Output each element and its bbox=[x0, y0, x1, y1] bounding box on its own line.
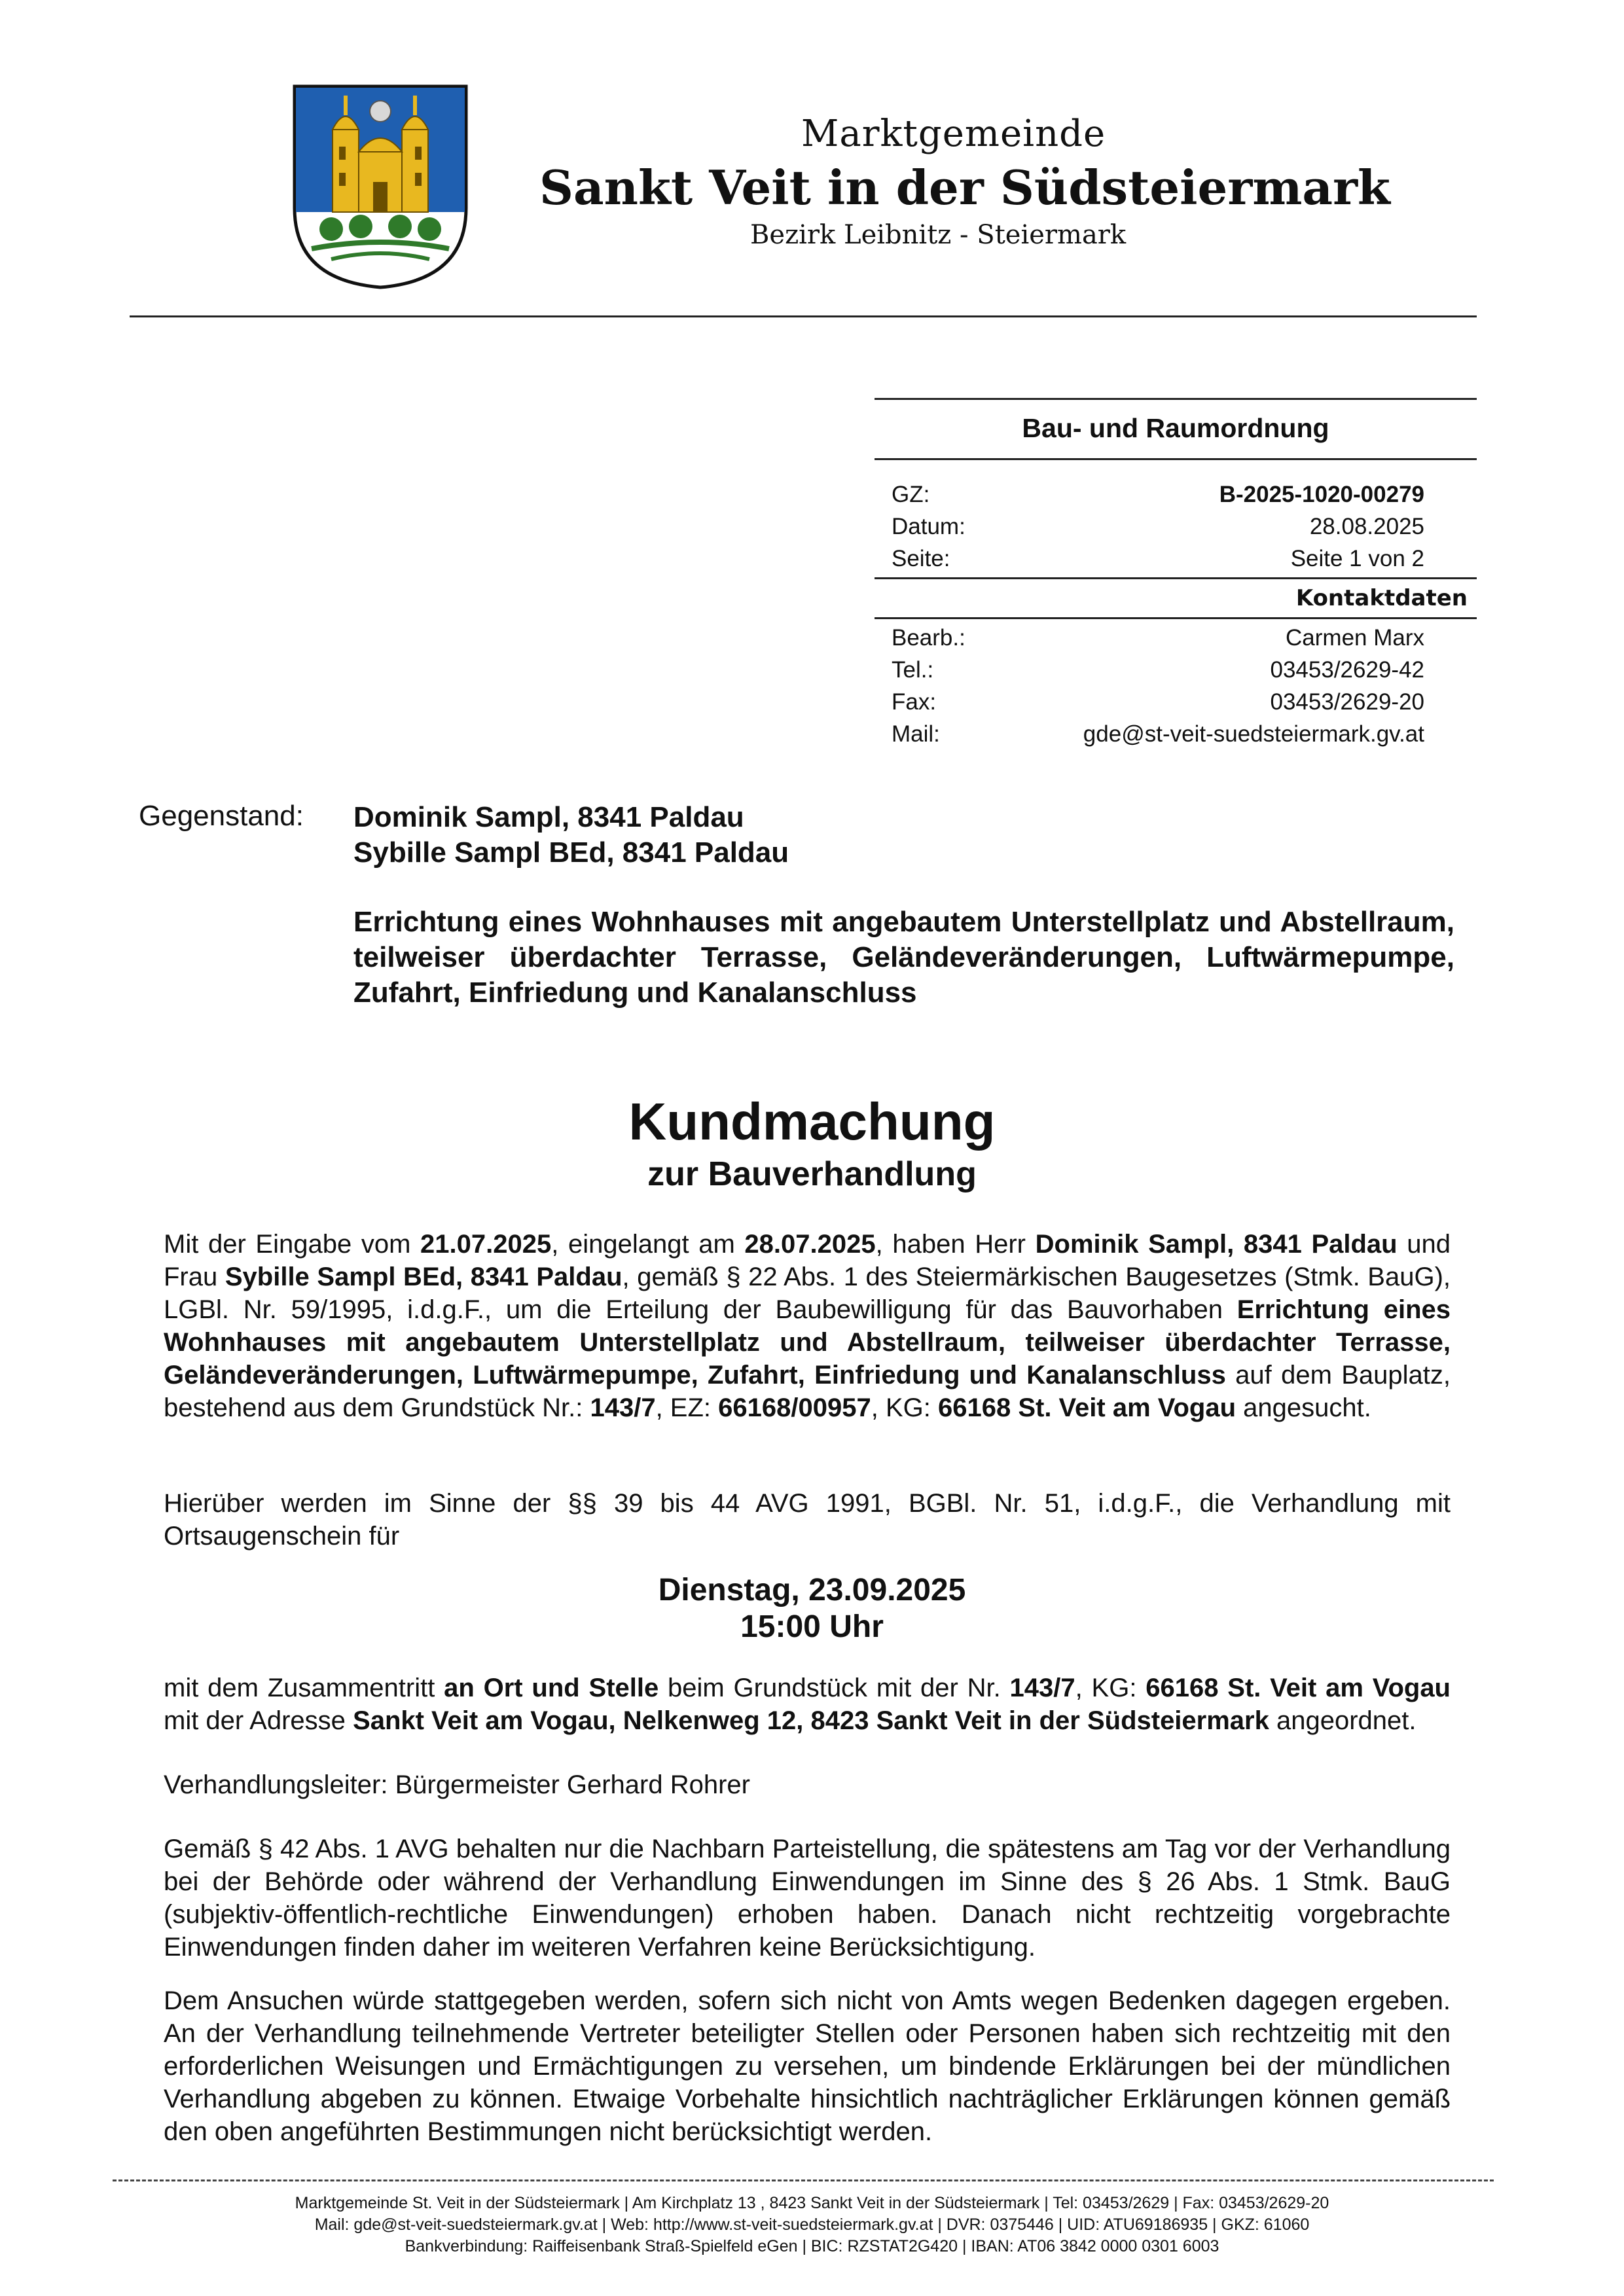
contact-title: Kontaktdaten bbox=[1295, 585, 1468, 611]
document-title: Kundmachung bbox=[628, 1092, 996, 1151]
text: angeordnet. bbox=[1269, 1706, 1416, 1735]
bold-text: 143/7 bbox=[590, 1393, 656, 1422]
bold-text: 21.07.2025 bbox=[420, 1230, 552, 1259]
text: Mit der Eingabe vom bbox=[164, 1230, 421, 1259]
bold-text: 66168/00957 bbox=[718, 1393, 871, 1422]
subject-party-2: Sybille Sampl BEd, 8341 Paldau bbox=[353, 836, 789, 869]
bold-text: 28.07.2025 bbox=[744, 1230, 876, 1259]
bold-text: Errichtung eines Wohnhauses mit angebautem Unterstellplatz und Abstellraum, teilweiser überdachter Terrasse, Geländeveränderungen, Luftwärmepumpe, Zufahrt, Einfriedung und Kanalanschluss bbox=[164, 1295, 1451, 1390]
info-value: B-2025-1020-00279 bbox=[1219, 482, 1424, 507]
info-label: Seite: bbox=[892, 546, 950, 571]
info-box bbox=[875, 398, 1477, 750]
info-label: Tel.: bbox=[892, 657, 934, 683]
info-row-date bbox=[875, 511, 1477, 543]
info-rule-dept bbox=[875, 458, 1477, 460]
info-row-page bbox=[875, 543, 1477, 575]
info-value: 03453/2629-20 bbox=[1270, 689, 1424, 715]
info-label: Datum: bbox=[892, 514, 965, 539]
bold-text: Dominik Sampl, 8341 Paldau bbox=[1035, 1230, 1398, 1259]
paragraph-hearing-intro: Hierüber werden im Sinne der §§ 39 bis 44 AVG 1991, BGBl. Nr. 51, i.d.g.F., die Verhandlung mit Ortsaugenschein für bbox=[164, 1489, 1451, 1551]
info-row-fax bbox=[875, 686, 1477, 718]
text: mit der Adresse bbox=[164, 1706, 353, 1735]
text: , eingelangt am bbox=[551, 1230, 745, 1259]
info-label: Mail: bbox=[892, 721, 940, 747]
text: beim Grundstück mit der Nr. bbox=[659, 1674, 1010, 1702]
info-value: Seite 1 von 2 bbox=[1290, 546, 1424, 571]
text: mit dem Zusammentritt bbox=[164, 1674, 444, 1702]
department: Bau- und Raumordnung bbox=[1022, 413, 1329, 443]
text: und Frau bbox=[164, 1230, 1451, 1291]
info-row-tel bbox=[875, 654, 1477, 686]
info-rule-contact bbox=[875, 617, 1477, 619]
subject-party-1: Dominik Sampl, 8341 Paldau bbox=[353, 801, 744, 833]
text: , EZ: bbox=[655, 1393, 719, 1422]
bold-text: 66168 St. Veit am Vogau bbox=[937, 1393, 1236, 1422]
bold-text: 143/7 bbox=[1009, 1674, 1075, 1702]
text: , KG: bbox=[1075, 1674, 1146, 1702]
coat-of-arms-icon bbox=[292, 84, 469, 290]
paragraph-hearing-leader: Verhandlungsleiter: Bürgermeister Gerhard Rohrer bbox=[164, 1770, 750, 1799]
paragraph-representatives: Dem Ansuchen würde stattgegeben werden, sofern sich nicht von Amts wegen Bedenken dagegen ergeben. An der Verhandlung teilnehmende Vertreter beteiligter Stellen oder Personen haben sich rechtzeitig mit den erforderlichen Weisungen und Ermächtigungen zu versehen, um bindende Erklärungen bei der mündlichen Verhandlung abgeben zu können. Etwaige Vorbehalte hinsichtlich nachträglicher Erklärungen können gemäß den oben angeführten Bestimmungen nicht berücksichtigt werden. bbox=[164, 1986, 1451, 2146]
org-name: Sankt Veit in der Südsteiermark bbox=[539, 160, 1390, 215]
subject-parties bbox=[353, 800, 789, 870]
text: angesucht. bbox=[1236, 1393, 1371, 1422]
paragraph-application bbox=[164, 1228, 1451, 1424]
paragraph-location bbox=[164, 1672, 1451, 1737]
subject-project: Errichtung eines Wohnhauses mit angebautem Unterstellplatz und Abstellraum, teilweiser überdachter Terrasse, Geländeveränderungen, Luftwärmepumpe, Zufahrt, Einfriedung und Kanalanschluss bbox=[353, 906, 1454, 1009]
info-value: 03453/2629-42 bbox=[1270, 657, 1424, 683]
paragraph-objections: Gemäß § 42 Abs. 1 AVG behalten nur die Nachbarn Parteistellung, die spätestens am Tag vor der Verhandlung bei der Behörde oder während der Verhandlung Einwendungen im Sinne des § 26 Abs. 1 Stmk. BauG (subjektiv-öffentlich-rechtliche Einwendungen) erhoben haben. Danach nicht rechtzeitig vorgebrachte Einwendungen finden daher im weiteren Verfahren keine Berücksichtigung. bbox=[164, 1835, 1451, 1962]
info-value: gde@st-veit-suedsteiermark.gv.at bbox=[1083, 721, 1424, 747]
org-district: Bezirk Leibnitz - Steiermark bbox=[750, 220, 1127, 250]
bold-text: Sybille Sampl BEd, 8341 Paldau bbox=[225, 1263, 623, 1291]
appointment-time: 15:00 Uhr bbox=[740, 1609, 884, 1644]
info-value: Carmen Marx bbox=[1286, 625, 1424, 651]
bold-text: an Ort und Stelle bbox=[444, 1674, 659, 1702]
subject-label: Gegenstand: bbox=[139, 800, 304, 832]
bold-text: 66168 St. Veit am Vogau bbox=[1146, 1674, 1451, 1702]
info-label: Fax: bbox=[892, 689, 937, 715]
text: , gemäß § 22 Abs. 1 des Steiermärkischen Baugesetzes (Stmk. BauG), LGBl. Nr. 59/1995, i.d.g.F., um die Erteilung der Baubewilligung für das Bauvorhaben bbox=[164, 1263, 1451, 1324]
footer-divider bbox=[113, 2179, 1494, 2181]
footer bbox=[0, 2193, 1624, 2257]
info-value: 28.08.2025 bbox=[1309, 514, 1424, 539]
info-row-bearb bbox=[875, 622, 1477, 654]
letterhead-divider bbox=[130, 315, 1477, 317]
info-row-mail bbox=[875, 718, 1477, 750]
appointment bbox=[0, 1572, 1624, 1645]
text: auf dem Bauplatz, bestehend aus dem Grundstück Nr.: bbox=[164, 1361, 1451, 1422]
bold-text: Sankt Veit am Vogau, Nelkenweg 12, 8423 Sankt Veit in der Südsteiermark bbox=[353, 1706, 1269, 1735]
crest-logo bbox=[292, 84, 469, 290]
org-line1: Marktgemeinde bbox=[801, 113, 1106, 155]
text: , KG: bbox=[871, 1393, 938, 1422]
footer-contact: Mail: gde@st-veit-suedsteiermark.gv.at | Web: http://www.st-veit-suedsteiermark.gv.at | DVR: 0375446 | UID: ATU69186935 | GKZ: 61060 bbox=[314, 2215, 1310, 2234]
info-label: Bearb.: bbox=[892, 625, 965, 651]
info-row-gz bbox=[875, 478, 1477, 511]
info-label: GZ: bbox=[892, 482, 930, 507]
appointment-date: Dienstag, 23.09.2025 bbox=[658, 1573, 966, 1607]
document-subtitle: zur Bauverhandlung bbox=[647, 1155, 977, 1193]
footer-address: Marktgemeinde St. Veit in der Südsteiermark | Am Kirchplatz 13 , 8423 Sankt Veit in der Südsteiermark | Tel: 03453/2629 | Fax: 03453/2629-20 bbox=[295, 2194, 1329, 2212]
footer-bank: Bankverbindung: Raiffeisenbank Straß-Spielfeld eGen | BIC: RZSTAT2G420 | IBAN: AT06 3842 0000 0301 6003 bbox=[405, 2237, 1219, 2255]
text: , haben Herr bbox=[875, 1230, 1036, 1259]
